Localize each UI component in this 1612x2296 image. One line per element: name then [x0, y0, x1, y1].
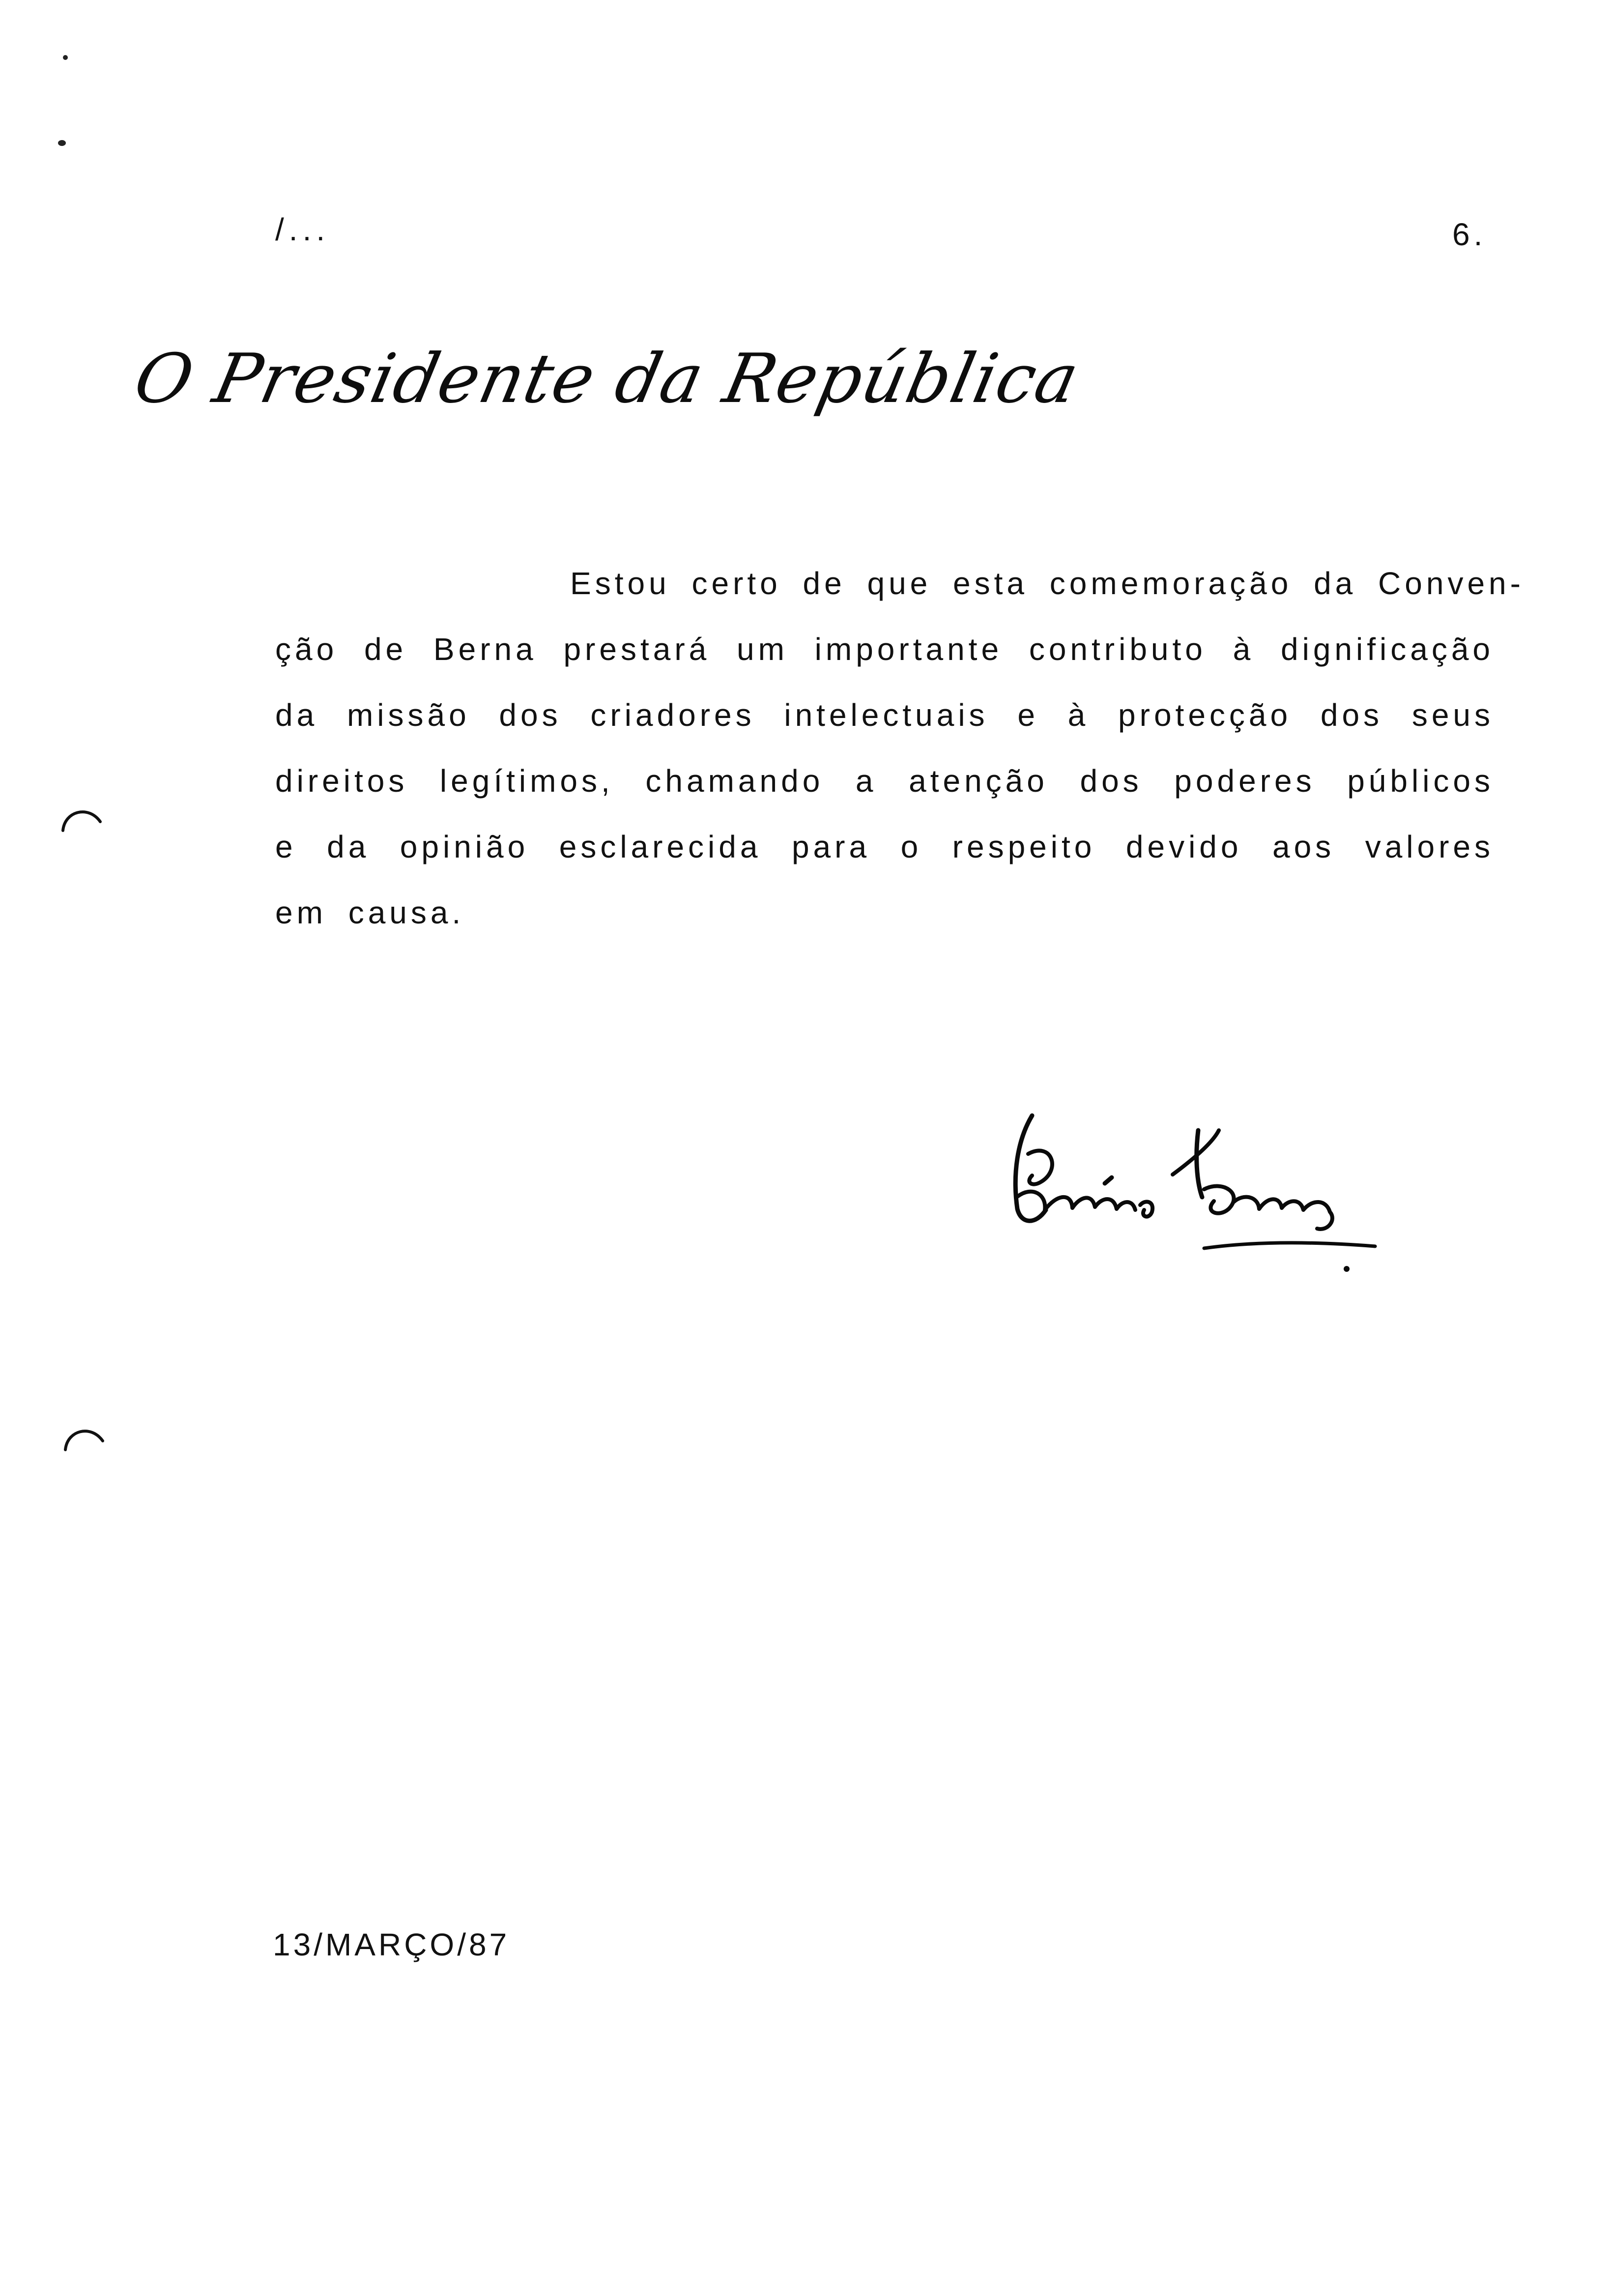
body-line: da missão dos criadores intelectuais e à protecção dos seus: [275, 697, 1494, 733]
punch-hole-mark: [59, 796, 103, 840]
scan-speck: [58, 140, 66, 146]
body-line: e da opinião esclarecida para o respeito devido aos valores: [275, 829, 1494, 864]
handwritten-signature: [998, 1096, 1391, 1283]
scan-speck: [63, 55, 68, 60]
continuation-mark: /...: [275, 212, 330, 247]
page-number: 6.: [1452, 217, 1487, 252]
letter-body: [275, 550, 1525, 946]
body-line: direitos legítimos, chamando a atenção dos poderes públicos: [275, 763, 1494, 799]
body-line: Estou certo de que esta comemoração da Conven-: [570, 566, 1525, 601]
body-line: em causa.: [275, 895, 465, 930]
punch-hole-mark: [61, 1415, 106, 1460]
letter-date: 13/MARÇO/87: [273, 1927, 510, 1962]
letterhead-title: O Presidente da República: [128, 339, 1086, 418]
body-line: ção de Berna prestará um importante contributo à dignificação: [275, 631, 1494, 667]
